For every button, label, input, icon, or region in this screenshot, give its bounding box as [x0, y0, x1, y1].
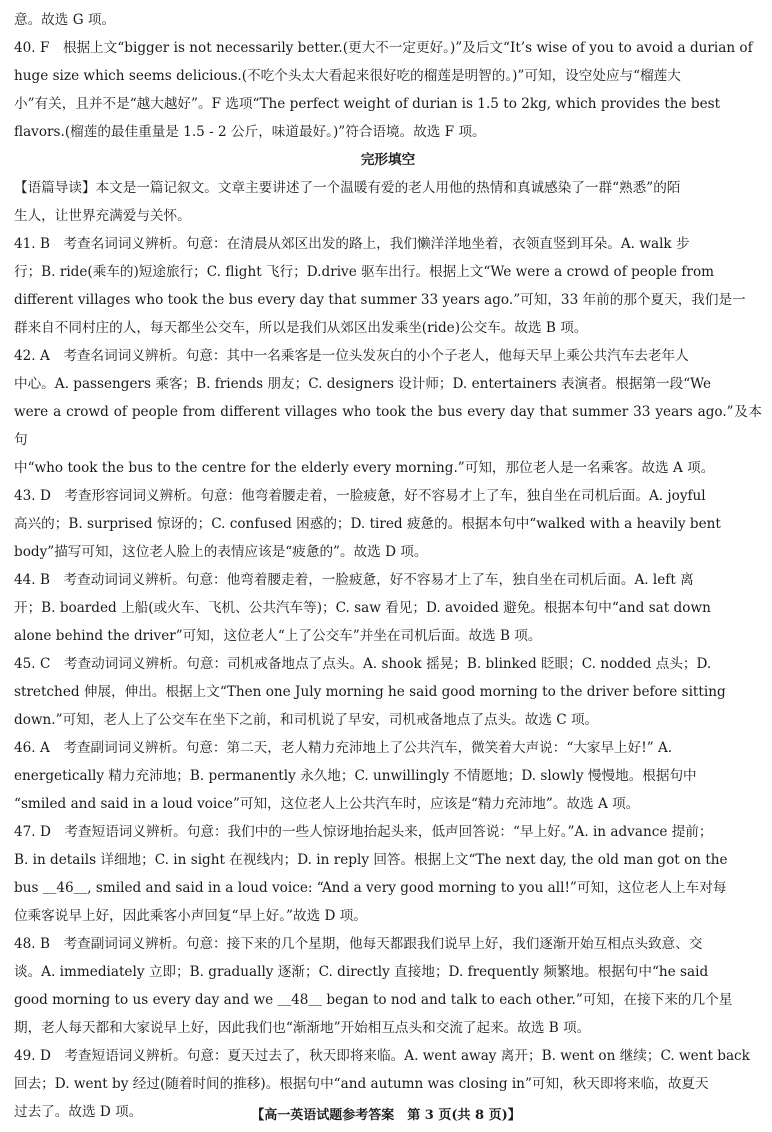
answer-item-47 [14, 818, 762, 930]
answer-item-40 [14, 34, 762, 146]
answer-line: 42. A 考查名词词义辨析。句意：其中一名乘客是一位头发灰白的小个子老人，他每天早上乘公共汽车去老年人 [14, 348, 689, 364]
answer-line: body”描写可知，这位老人脸上的表情应该是“疲惫的”。故选 D 项。 [14, 544, 428, 560]
answer-line: alone behind the driver”可知，这位老人“上了公交车”并坐在司机后面。故选 B 项。 [14, 628, 542, 644]
answer-line: energetically 精力充沛地；B. permanently 永久地；C. unwillingly 不情愿地；D. slowly 慢慢地。根据句中 [14, 768, 697, 784]
answer-page [14, 6, 762, 1126]
answer-line: 49. D 考查短语词义辨析。句意：夏天过去了，秋天即将来临。A. went away 离开；B. went on 继续；C. went back [14, 1048, 750, 1064]
answer-line: 中心。A. passengers 乘客；B. friends 朋友；C. designers 设计师；D. entertainers 表演者。根据第一段“We [14, 376, 712, 392]
answer-line: 谈。A. immediately 立即；B. gradually 逐渐；C. directly 直接地；D. frequently 频繁地。根据句中“he said [14, 964, 709, 980]
answer-line: huge size which seems delicious.(不吃个头太大看起来很好吃的榴莲是明智的。)”可知，设空处应与“榴莲大 [14, 68, 681, 84]
prev-item-tail: 意。故选 G 项。 [14, 12, 116, 28]
answer-line: 40. F 根据上文“bigger is not necessarily better.(更大不一定更好。)”及后文“It’s wise of you to avoid a durian of [14, 40, 753, 56]
answer-line: 群来自不同村庄的人，每天都坐公交车，所以是我们从郊区出发乘坐(ride)公交车。故选 B 项。 [14, 320, 588, 336]
answer-line: B. in details 详细地；C. in sight 在视线内；D. in reply 回答。根据上文“The next day, the old man got on the [14, 852, 728, 868]
answer-line: 行；B. ride(乘车的)短途旅行；C. flight 飞行；D.drive 驱车出行。根据上文“We were a crowd of people from [14, 264, 715, 280]
answer-line: 48. B 考查副词词义辨析。句意：接下来的几个星期，他每天都跟我们说早上好，我们逐渐开始互相点头致意、交 [14, 936, 703, 952]
answer-item-46 [14, 734, 762, 818]
answer-item-42 [14, 342, 762, 482]
answer-line: good morning to us every day and we ＿48＿ began to nod and talk to each other.”可知，在接下来的几个星 [14, 992, 733, 1008]
answer-line: down.”可知，老人上了公交车在坐下之前，和司机说了早安，司机戒备地点了点头。故选 C 项。 [14, 712, 599, 728]
answer-item-48 [14, 930, 762, 1042]
answer-line: 小”有关，且并不是“越大越好”。F 选项“The perfect weight of durian is 1.5 to 2kg, which provides the best [14, 96, 721, 112]
answer-line: were a crowd of people from different villages who took the bus every day that summer 33 years ago.”及本句 [14, 404, 762, 448]
answer-line: stretched 伸展，伸出。根据上文“Then one July morning he said good morning to the driver before sitting [14, 684, 726, 700]
answer-item-43 [14, 482, 762, 566]
answer-line: “smiled and said in a loud voice”可知，这位老人上公共汽车时，应该是“精力充沛地”。故选 A 项。 [14, 796, 640, 812]
answer-line: bus ＿46＿, smiled and said in a loud voice: “And a very good morning to you all!”可知，这位老人上车对每 [14, 880, 727, 896]
answer-line: 45. C 考查动词词义辨析。句意：司机戒备地点了点头。A. shook 摇晃；B. blinked 眨眼；C. nodded 点头；D. [14, 656, 712, 672]
answer-line: 47. D 考查短语词义辨析。句意：我们中的一些人惊讶地抬起头来，低声回答说：“早上好。”A. in advance 提前； [14, 824, 713, 840]
answer-line: 44. B 考查动词词义辨析。句意：他弯着腰走着，一脸疲惫，好不容易才上了车，独自坐在司机后面。A. left 离 [14, 572, 694, 588]
answer-line: 开；B. boarded 上船(或火车、飞机、公共汽车等)；C. saw 看见；D. avoided 避免。根据本句中“and sat down [14, 600, 711, 616]
intro-line: 生人，让世界充满爱与关怀。 [14, 208, 191, 224]
page-footer: 【高一英语试题参考答案 第 3 页(共 8 页)】 [251, 1108, 521, 1123]
answer-line: different villages who took the bus every day that summer 33 years ago.”可知，33 年前的那个夏天，我们是一 [14, 292, 746, 308]
answer-line: flavors.(榴莲的最佳重量是 1.5 - 2 公斤，味道最好。)”符合语境。故选 F 项。 [14, 124, 486, 140]
answer-line: 46. A 考查副词词义辨析。句意：第二天，老人精力充沛地上了公共汽车，微笑着大声说：“大家早上好!” A. [14, 740, 673, 756]
section-title: 完形填空 [360, 152, 416, 168]
answer-line: 期，老人每天都和大家说早上好，因此我们也“渐渐地”开始相互点头和交流了起来。故选 B 项。 [14, 1020, 591, 1036]
answer-line: 中“who took the bus to the centre for the elderly every morning.”可知，那位老人是一名乘客。故选 A 项。 [14, 460, 715, 476]
answer-line: 回去；D. went by 经过(随着时间的推移)。根据句中“and autumn was closing in”可知，秋天即将来临，故夏天 [14, 1076, 709, 1092]
answer-line: 位乘客说早上好，因此乘客小声回复“早上好。”故选 D 项。 [14, 908, 367, 924]
answer-line: 过去了。故选 D 项。 [14, 1104, 143, 1120]
answer-item-45 [14, 650, 762, 734]
answer-item-44 [14, 566, 762, 650]
intro-line: 【语篇导读】本文是一篇记叙文。文章主要讲述了一个温暖有爱的老人用他的热情和真诚感染了一群“熟悉”的陌 [14, 180, 681, 196]
answer-item-41 [14, 230, 762, 342]
answer-line: 43. D 考查形容词词义辨析。句意：他弯着腰走着，一脸疲惫，好不容易才上了车，独自坐在司机后面。A. joyful [14, 488, 706, 504]
answer-line: 41. B 考查名词词义辨析。句意：在清晨从郊区出发的路上，我们懒洋洋地坐着，衣领直竖到耳朵。A. walk 步 [14, 236, 690, 252]
answer-line: 高兴的；B. surprised 惊讶的；C. confused 困惑的；D. tired 疲惫的。根据本句中“walked with a heavily bent [14, 516, 721, 532]
passage-intro [14, 174, 762, 230]
